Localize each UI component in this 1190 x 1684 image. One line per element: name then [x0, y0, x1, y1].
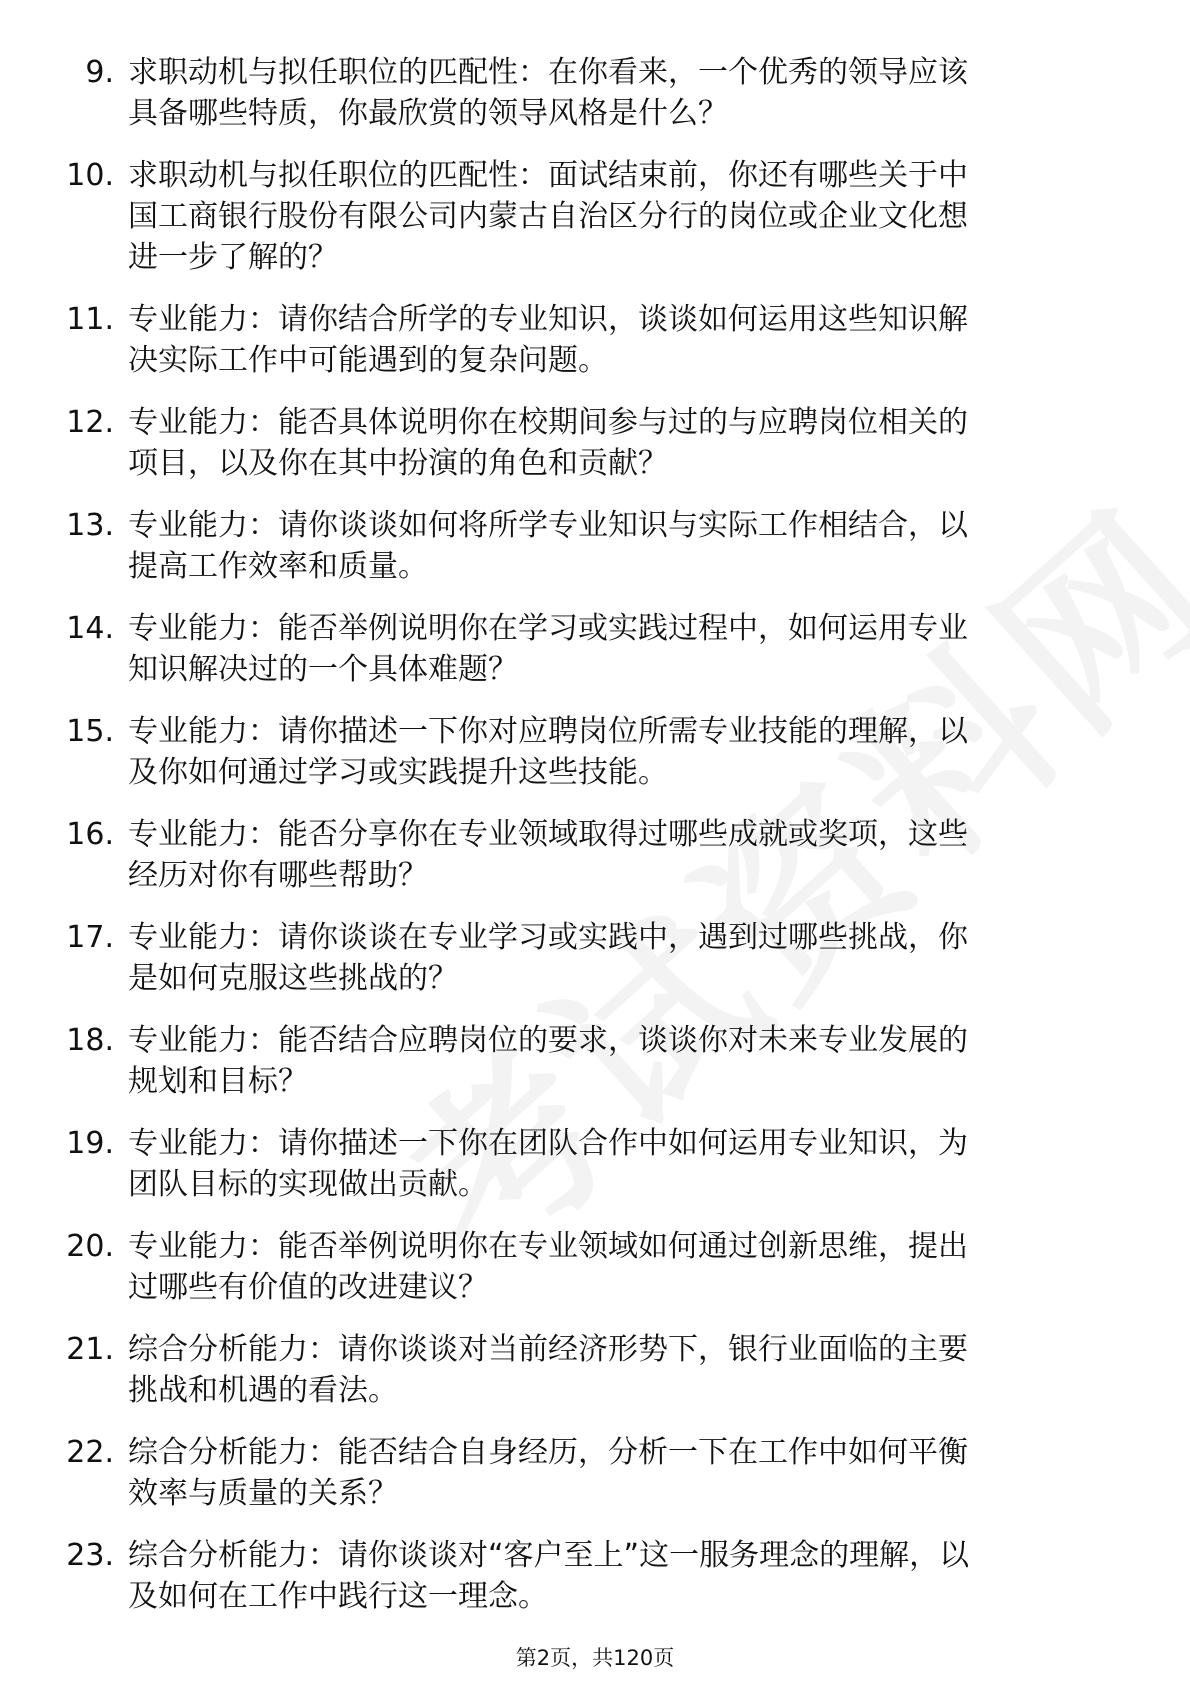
question-line: 专业能力：请你描述一下你在团队合作中如何运用专业知识，为 — [128, 1126, 968, 1161]
question-line: 综合分析能力：请你谈谈对当前经济形势下，银行业面临的主要 — [128, 1332, 968, 1367]
question-line: 专业能力：能否结合应聘岗位的要求，谈谈你对未来专业发展的 — [128, 1023, 968, 1058]
question-number: 21. — [66, 1332, 114, 1367]
question-item — [0, 1535, 1190, 1638]
question-text — [128, 52, 1128, 134]
question-line: 具备哪些特质，你最欣赏的领导风格是什么？ — [128, 96, 728, 131]
question-text — [128, 505, 1128, 587]
question-item — [0, 1226, 1190, 1329]
question-line: 效率与质量的关系？ — [128, 1476, 398, 1511]
page-footer: 第2页，共120页 — [515, 1646, 675, 1670]
question-number: 23. — [66, 1538, 114, 1573]
question-line: 及如何在工作中践行这一理念。 — [128, 1579, 548, 1614]
question-line: 专业能力：能否举例说明你在专业领域如何通过创新思维，提出 — [128, 1229, 968, 1264]
question-number: 15. — [66, 714, 114, 749]
question-item — [0, 1329, 1190, 1432]
question-number: 9. — [85, 55, 114, 90]
question-text — [128, 1226, 1128, 1308]
question-number: 12. — [66, 405, 114, 440]
question-line: 求职动机与拟任职位的匹配性：面试结束前，你还有哪些关于中 — [128, 158, 968, 193]
question-line: 专业能力：请你谈谈如何将所学专业知识与实际工作相结合，以 — [128, 508, 968, 543]
question-text — [128, 1123, 1128, 1205]
question-item — [0, 155, 1190, 299]
question-number: 13. — [66, 508, 114, 543]
question-line: 决实际工作中可能遇到的复杂问题。 — [128, 343, 608, 378]
question-item — [0, 608, 1190, 711]
question-number: 11. — [66, 302, 114, 337]
question-item — [0, 1123, 1190, 1226]
question-item — [0, 402, 1190, 505]
question-line: 求职动机与拟任职位的匹配性：在你看来，一个优秀的领导应该 — [128, 55, 968, 90]
question-text — [128, 1020, 1128, 1102]
question-item — [0, 1432, 1190, 1535]
question-line: 规划和目标？ — [128, 1064, 308, 1099]
question-text — [128, 917, 1128, 999]
question-line: 专业能力：请你谈谈在专业学习或实践中，遇到过哪些挑战，你 — [128, 920, 968, 955]
question-line: 专业能力：能否举例说明你在学习或实践过程中，如何运用专业 — [128, 611, 968, 646]
question-number: 10. — [66, 158, 114, 193]
question-line: 专业能力：能否具体说明你在校期间参与过的与应聘岗位相关的 — [128, 405, 968, 440]
question-line: 知识解决过的一个具体难题？ — [128, 652, 518, 687]
question-text — [128, 402, 1128, 484]
question-line: 专业能力：能否分享你在专业领域取得过哪些成就或奖项，这些 — [128, 817, 968, 852]
question-line: 过哪些有价值的改进建议？ — [128, 1270, 488, 1305]
question-text — [128, 814, 1128, 896]
question-line: 及你如何通过学习或实践提升这些技能。 — [128, 755, 668, 790]
question-item — [0, 814, 1190, 917]
question-line: 国工商银行股份有限公司内蒙古自治区分行的岗位或企业文化想 — [128, 199, 968, 234]
question-item — [0, 1020, 1190, 1123]
question-line: 团队目标的实现做出贡献。 — [128, 1167, 488, 1202]
question-item — [0, 711, 1190, 814]
question-line: 专业能力：请你描述一下你对应聘岗位所需专业技能的理解，以 — [128, 714, 968, 749]
question-number: 14. — [66, 611, 114, 646]
question-line: 综合分析能力：请你谈谈对“客户至上”这一服务理念的理解，以 — [128, 1538, 970, 1573]
question-line: 专业能力：请你结合所学的专业知识，谈谈如何运用这些知识解 — [128, 302, 968, 337]
question-number: 16. — [66, 817, 114, 852]
question-item — [0, 52, 1190, 155]
question-line: 是如何克服这些挑战的？ — [128, 961, 458, 996]
question-text — [128, 608, 1128, 690]
question-line: 综合分析能力：能否结合自身经历，分析一下在工作中如何平衡 — [128, 1435, 968, 1470]
question-item — [0, 917, 1190, 1020]
question-text — [128, 155, 1128, 278]
question-line: 经历对你有哪些帮助？ — [128, 858, 428, 893]
question-line: 项目，以及你在其中扮演的角色和贡献？ — [128, 446, 668, 481]
question-line: 挑战和机遇的看法。 — [128, 1373, 398, 1408]
question-text — [128, 711, 1128, 793]
question-number: 20. — [66, 1229, 114, 1264]
question-text — [128, 299, 1128, 381]
question-number: 22. — [66, 1435, 114, 1470]
question-item — [0, 299, 1190, 402]
question-number: 19. — [66, 1126, 114, 1161]
question-number: 17. — [66, 920, 114, 955]
question-text — [128, 1432, 1128, 1514]
question-list — [0, 52, 1190, 1638]
question-line: 进一步了解的？ — [128, 240, 338, 275]
question-number: 18. — [66, 1023, 114, 1058]
question-text — [128, 1329, 1128, 1411]
question-item — [0, 505, 1190, 608]
question-line: 提高工作效率和质量。 — [128, 549, 428, 584]
question-text — [128, 1535, 1128, 1617]
